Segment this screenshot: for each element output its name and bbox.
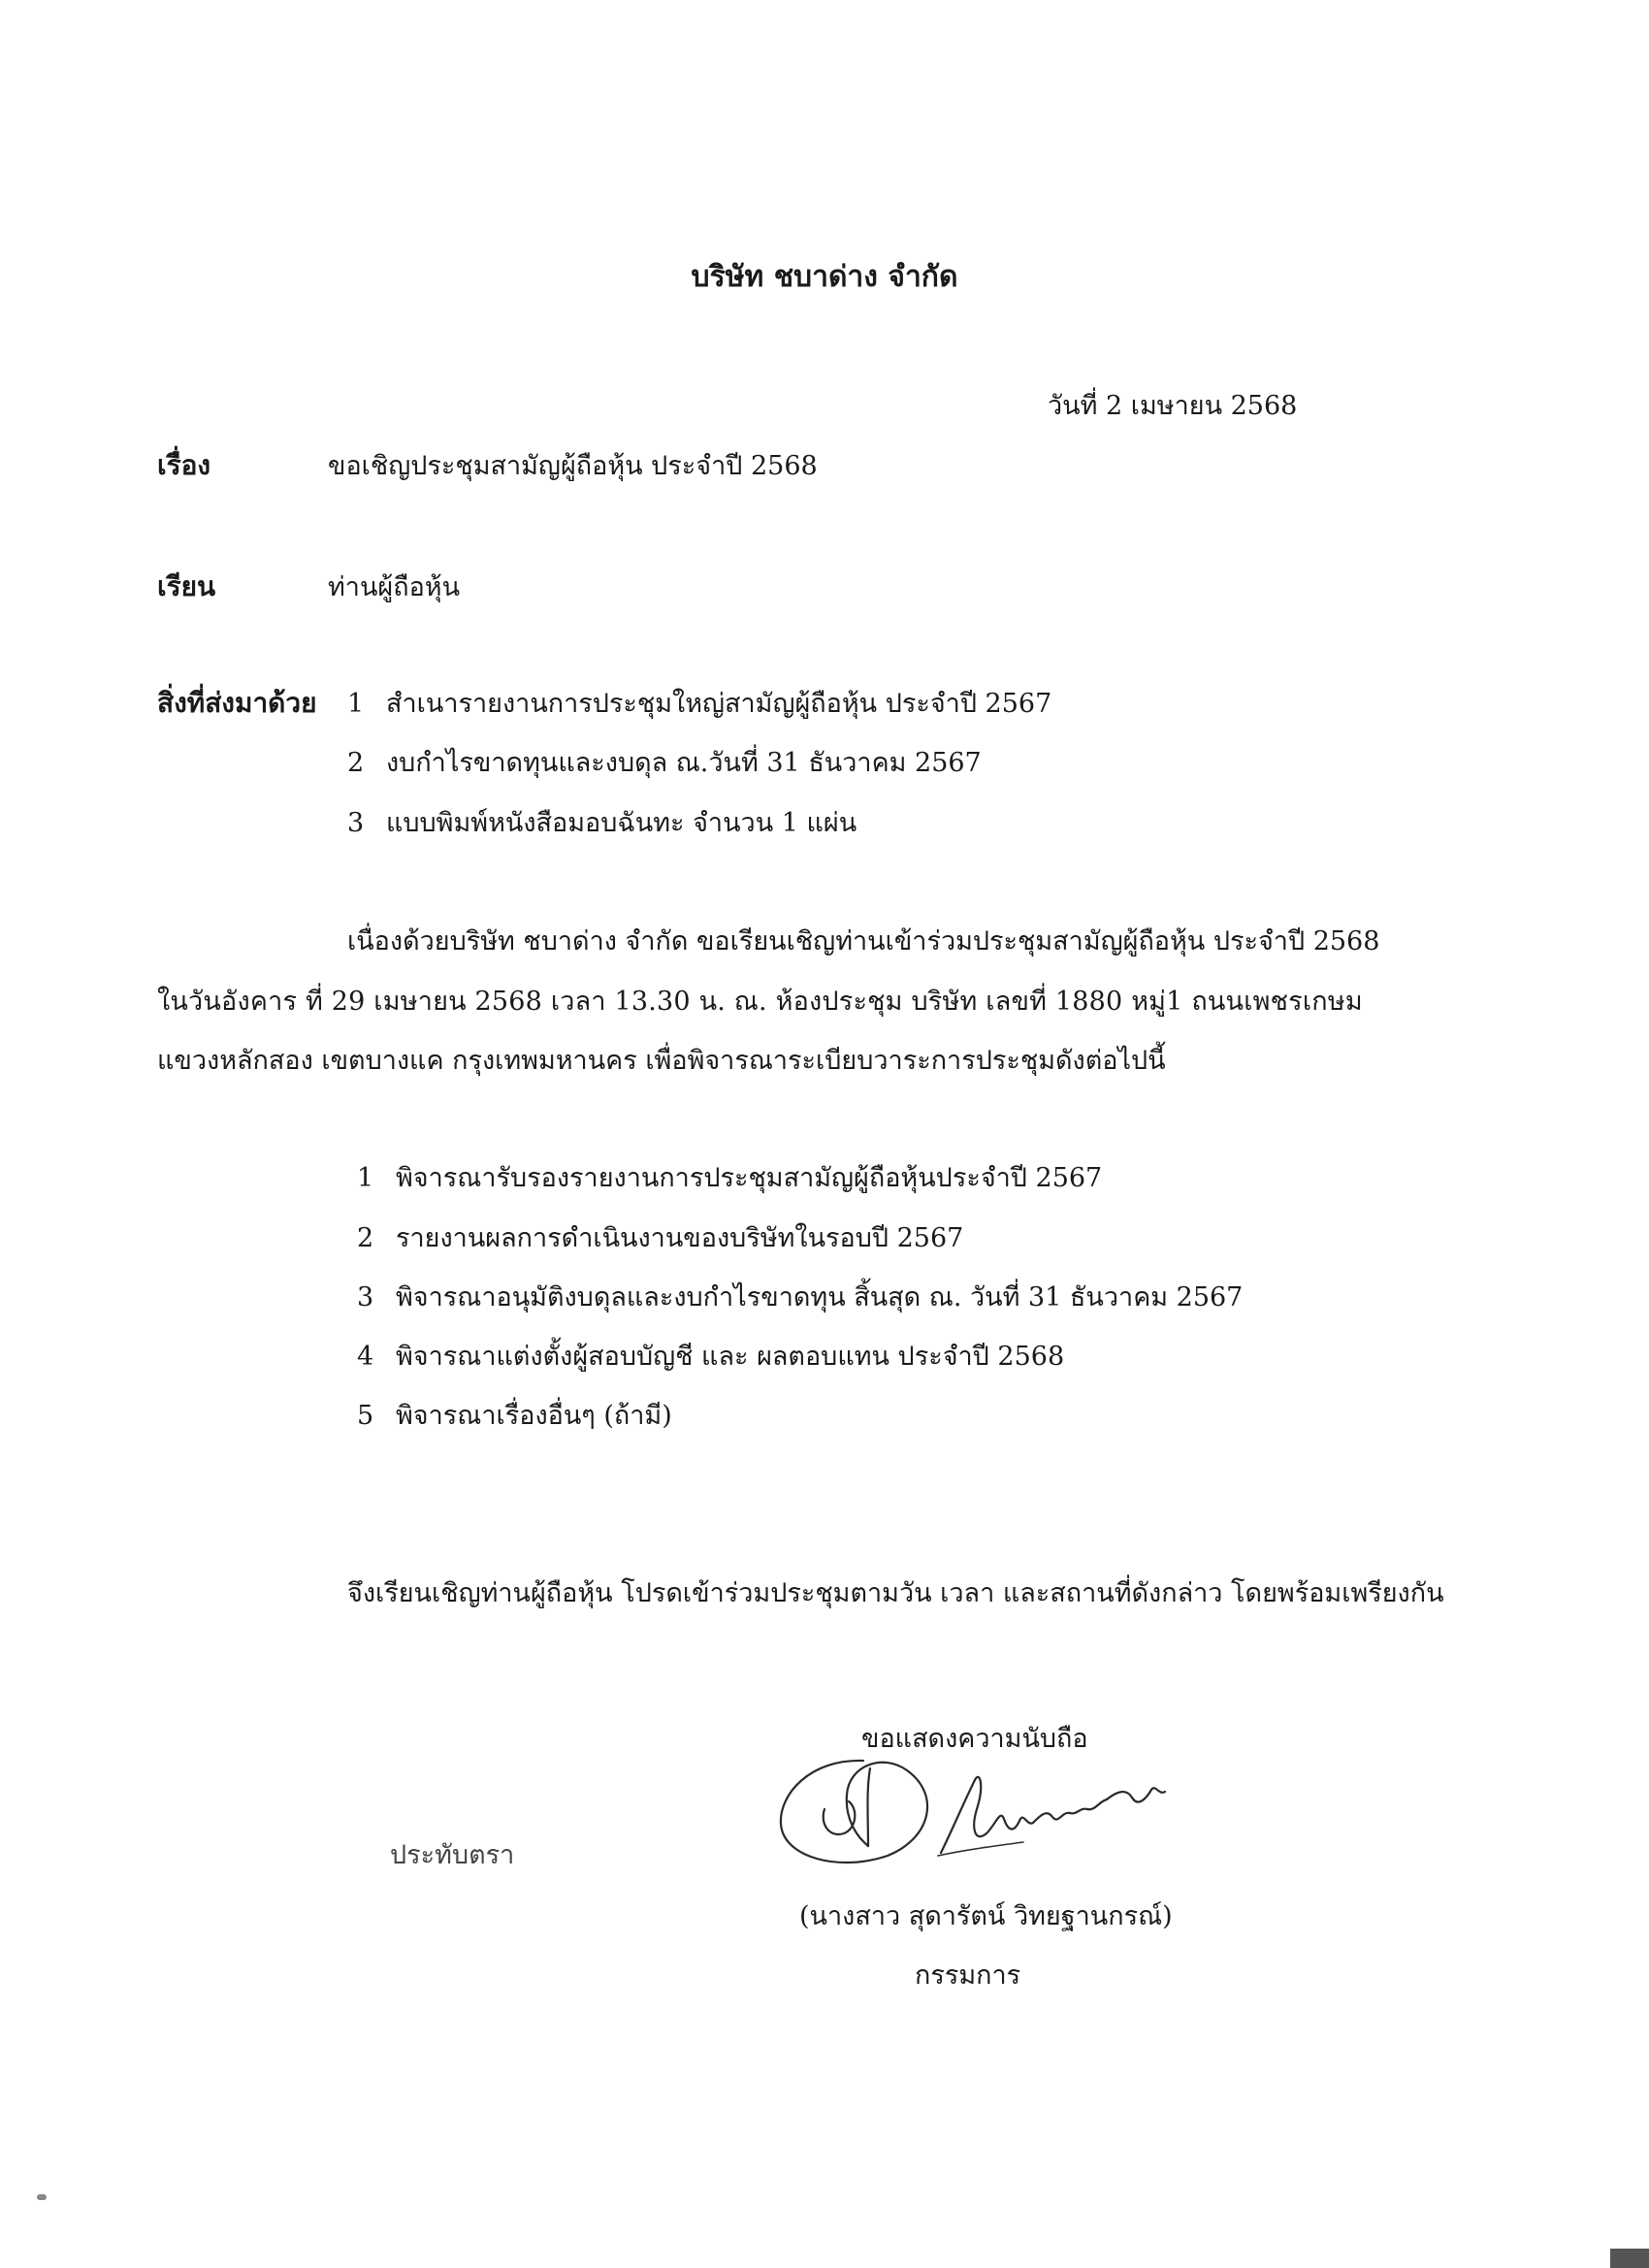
- signature-image: [771, 1741, 1188, 1877]
- agenda-number: 1: [357, 1163, 374, 1193]
- agenda-item: [357, 1156, 1102, 1198]
- agenda-number: 3: [357, 1282, 374, 1312]
- agenda-number: 5: [357, 1401, 374, 1431]
- enclosure-number: 3: [347, 808, 365, 838]
- agenda-text: พิจารณาอนุมัติงบดุลและงบกำไรขาดทุน สิ้นสุด ณ. วันที่ 31 ธันวาคม 2567: [396, 1282, 1244, 1312]
- subject-label: เรื่อง: [157, 449, 211, 481]
- enclosure-text: แบบพิมพ์หนังสือมอบฉันทะ จำนวน 1 แผ่น: [386, 808, 857, 838]
- scan-edge-mark: [1610, 2249, 1649, 2268]
- enclosures-label: สิ่งที่ส่งมาด้วย: [157, 687, 317, 719]
- agenda-number: 2: [357, 1223, 374, 1253]
- agenda-item: [357, 1216, 963, 1258]
- enclosure-text: งบกำไรขาดทุนและงบดุล ณ.วันที่ 31 ธันวาคม 2567: [386, 748, 982, 778]
- body-line-3: แขวงหลักสอง เขตบางแค กรุงเทพมหานคร เพื่อพิจารณาระเบียบวาระการประชุมดังต่อไปนี้: [157, 1046, 1166, 1076]
- agenda-number: 4: [357, 1342, 374, 1372]
- subject-text: ขอเชิญประชุมสามัญผู้ถือหุ้น ประจำปี 2568: [328, 451, 818, 481]
- agenda-text: พิจารณาแต่งตั้งผู้สอบบัญชี และ ผลตอบแทน ประจำปี 2568: [396, 1342, 1065, 1372]
- agenda-text: รายงานผลการดำเนินงานของบริษัทในรอบปี 2567: [396, 1223, 964, 1253]
- enclosure-number: 1: [347, 689, 365, 719]
- enclosure-item: [347, 741, 982, 783]
- enclosure-text: สำเนารายงานการประชุมใหญ่สามัญผู้ถือหุ้น ประจำปี 2567: [386, 689, 1052, 719]
- agenda-item: [357, 1394, 672, 1436]
- enclosure-number: 2: [347, 748, 365, 778]
- signatory-name: (นางสาว สุดารัตน์ วิทยฐานกรณ์): [799, 1901, 1173, 1931]
- company-title: บริษัท ชบาด่าง จำกัด: [691, 260, 958, 294]
- agenda-text: พิจารณาเรื่องอื่นๆ (ถ้ามี): [396, 1401, 672, 1431]
- signatory-title: กรรมการ: [915, 1960, 1021, 1991]
- body-line-2: ในวันอังคาร ที่ 29 เมษายน 2568 เวลา 13.30 น. ณ. ห้องประชุม บริษัท เลขที่ 1880 หมู่1 ถนนเพชรเกษม: [157, 987, 1363, 1017]
- agenda-text: พิจารณารับรองรายงานการประชุมสามัญผู้ถือหุ้นประจำปี 2567: [396, 1163, 1103, 1193]
- recipient-label: เรียน: [157, 570, 216, 602]
- letter-date: วันที่ 2 เมษายน 2568: [1048, 391, 1298, 421]
- scan-speck: [37, 2194, 47, 2200]
- agenda-item: [357, 1276, 1243, 1317]
- stamp-label: ประทับตรา: [390, 1840, 515, 1870]
- body-line-1: เนื่องด้วยบริษัท ชบาด่าง จำกัด ขอเรียนเชิญท่านเข้าร่วมประชุมสามัญผู้ถือหุ้น ประจำปี 2568: [347, 926, 1380, 956]
- regards-text: ขอแสดงความนับถือ: [861, 1724, 1088, 1754]
- agenda-item: [357, 1335, 1064, 1377]
- recipient-text: ท่านผู้ถือหุ้น: [328, 572, 461, 602]
- enclosure-item: [347, 682, 1051, 724]
- enclosure-item: [347, 801, 857, 843]
- closing-invitation: จึงเรียนเชิญท่านผู้ถือหุ้น โปรดเข้าร่วมประชุมตามวัน เวลา และสถานที่ดังกล่าว โดยพร้อมเพรียงกัน: [347, 1578, 1444, 1608]
